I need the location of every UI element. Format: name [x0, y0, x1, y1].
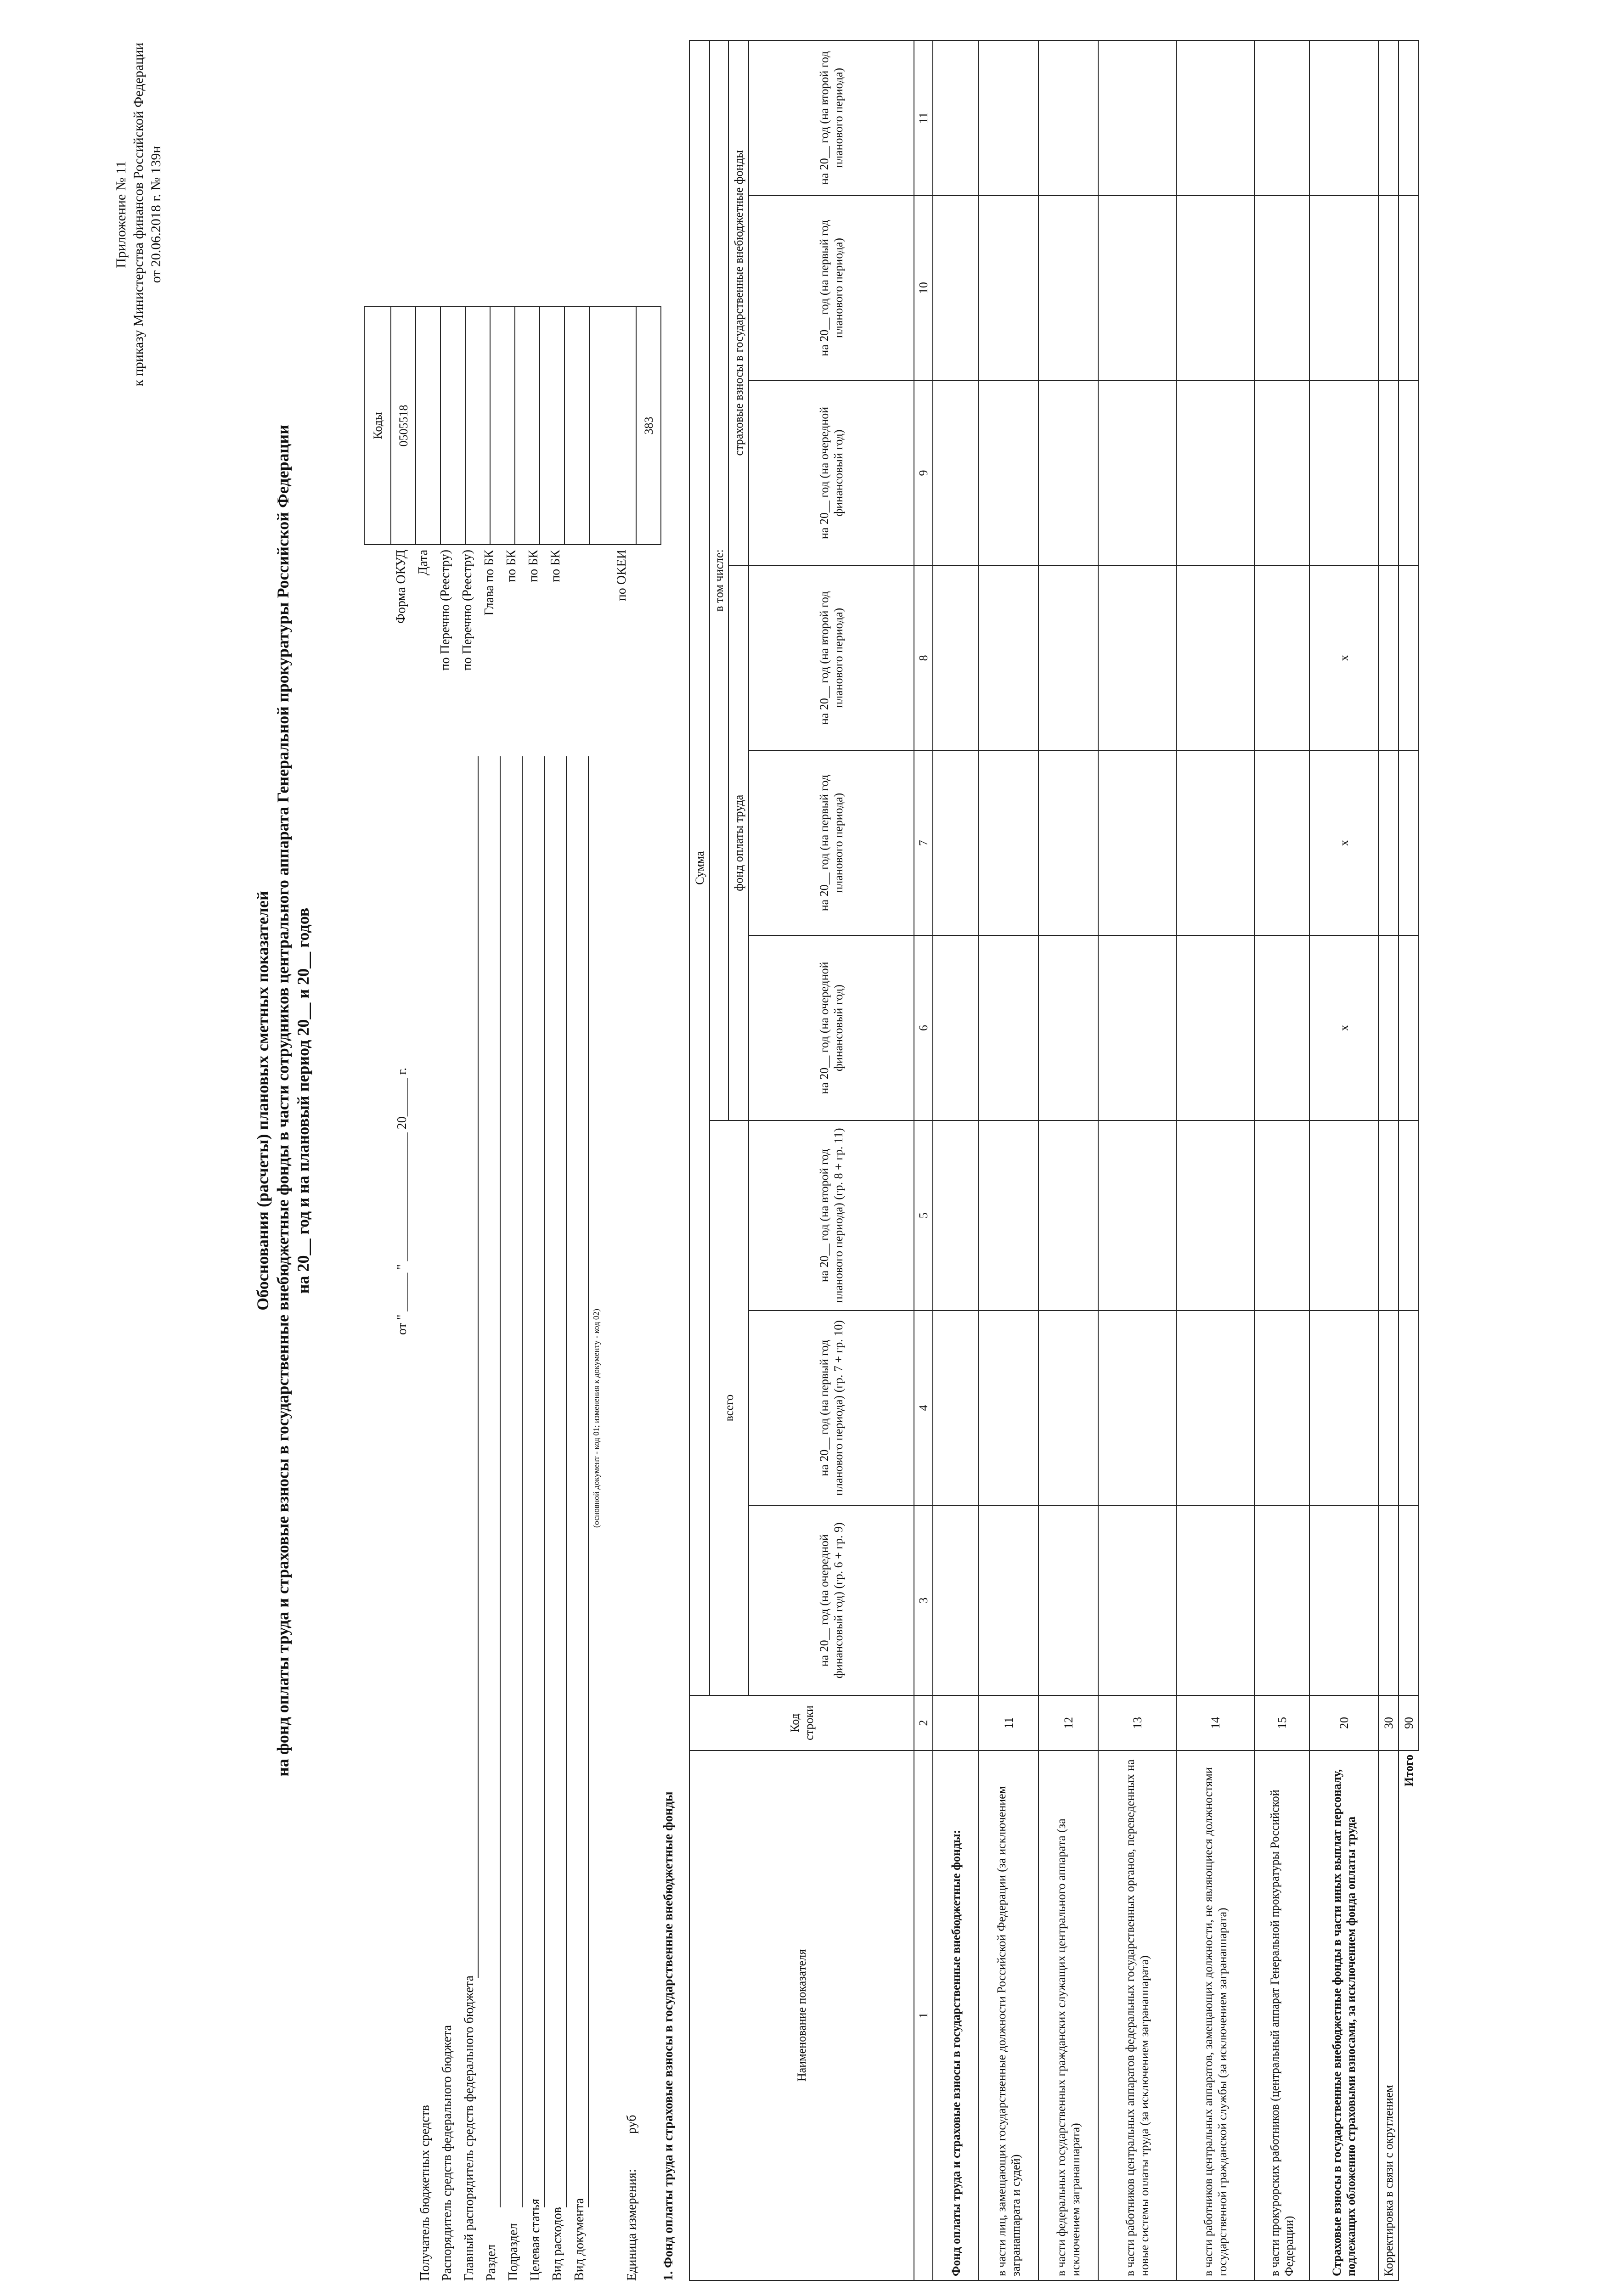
cell	[1038, 1505, 1098, 1695]
section-label: Раздел	[484, 2244, 498, 2281]
cell: x	[1309, 565, 1378, 750]
cell	[933, 40, 979, 196]
cell	[1378, 935, 1399, 1120]
total-label: Итого	[1399, 1750, 1419, 2280]
target-line	[544, 756, 545, 2207]
subsection-line	[522, 756, 523, 2207]
cell	[1176, 40, 1254, 196]
colnum-5: 5	[914, 1120, 933, 1311]
cell	[1399, 1311, 1419, 1506]
codes-header: Коды	[364, 307, 391, 545]
colnum-7: 7	[914, 750, 933, 935]
col-incl-header: в том числе:	[710, 40, 728, 1120]
cell	[1399, 750, 1419, 935]
total-code: 90	[1399, 1695, 1419, 1750]
col-sum-header: Сумма	[689, 40, 710, 1695]
cell	[979, 1505, 1038, 1695]
appendix-header	[113, 26, 165, 403]
cell	[1378, 196, 1399, 381]
row-name: в части прокурорских работников (центральный аппарат Генеральной прокуратуры Российской Федерации)	[1254, 1750, 1309, 2280]
date-label: Дата	[416, 550, 430, 575]
cell	[979, 381, 1038, 566]
target-label: Целевая статья	[528, 2199, 542, 2281]
col-name-header: Наименование показателя	[689, 1750, 914, 2280]
row-name: в части федеральных государственных гражданских служащих центрального аппарата (за исключением загранаппарата)	[1038, 1750, 1098, 2280]
bk2-value	[540, 307, 564, 545]
cell	[1098, 1311, 1176, 1506]
doc-type-line	[588, 756, 589, 2207]
okei-label: по ОКЕИ	[615, 550, 629, 602]
cell	[1098, 1120, 1176, 1311]
cell	[1098, 381, 1176, 566]
main-table	[689, 40, 1419, 2281]
cell	[1378, 381, 1399, 566]
subsection-label: Подраздел	[506, 2223, 520, 2281]
main-distributor-line	[478, 756, 479, 1978]
colnum-2: 2	[914, 1695, 933, 1750]
cell	[1176, 1120, 1254, 1311]
cell	[1399, 381, 1419, 566]
cell	[1098, 935, 1176, 1120]
colnum-11: 11	[914, 40, 933, 196]
cell	[1176, 935, 1254, 1120]
cell	[1254, 1311, 1309, 1506]
cell	[1399, 1505, 1419, 1695]
colnum-10: 10	[914, 196, 933, 381]
cell	[1378, 565, 1399, 750]
cell	[933, 750, 979, 935]
cell	[1309, 1311, 1378, 1506]
row-name: в части лиц, замещающих государственные должности Российской Федерации (за исключением загранаппарата и судей)	[979, 1750, 1038, 2280]
colnum-6: 6	[914, 935, 933, 1120]
distributor-label: Распорядитель средств федерального бюджета	[440, 2025, 454, 2281]
date-line: от " ______ " ____________________ 20______ г.	[395, 1067, 409, 1335]
cell	[1038, 935, 1098, 1120]
cell	[933, 565, 979, 750]
bk1-value	[515, 307, 540, 545]
col-code-header: Код строки	[689, 1695, 914, 1750]
cell	[1038, 750, 1098, 935]
col-fot-header: фонд оплаты труда	[728, 565, 749, 1120]
cell	[979, 1120, 1038, 1311]
row-name: Корректировка в связи с округлением	[1378, 1750, 1399, 2280]
cell	[1254, 40, 1309, 196]
title-line3: на 20__ год и на плановый период 20__ и 20__ годов	[294, 907, 312, 1294]
unit-value: руб	[625, 2115, 639, 2134]
okud-label: Форма ОКУД	[394, 550, 408, 624]
colnum-8: 8	[914, 565, 933, 750]
main-distributor-label: Главный распорядитель средств федерального бюджета	[462, 1975, 476, 2281]
cell	[1399, 40, 1419, 196]
h-ins-3: на 20__ год (на второй год планового периода)	[749, 40, 914, 196]
colnum-3: 3	[914, 1505, 933, 1695]
cell	[1378, 40, 1399, 196]
cell	[979, 40, 1038, 196]
cell	[1309, 40, 1378, 196]
cell	[1378, 1505, 1399, 1695]
cell	[933, 196, 979, 381]
list1-value	[440, 307, 465, 545]
okei-value: 383	[636, 307, 661, 545]
cell	[1254, 1505, 1309, 1695]
cell	[1176, 565, 1254, 750]
row-name: Фонд оплаты труда и страховые взносы в государственные внебюджетные фонды:	[933, 1750, 979, 2280]
cell	[933, 1311, 979, 1506]
cell	[1098, 40, 1176, 196]
colnum-1: 1	[914, 1750, 933, 2280]
cell	[1038, 1120, 1098, 1311]
h-ins-2: на 20__ год (на первый год планового периода)	[749, 196, 914, 381]
date-value	[416, 307, 440, 545]
cell	[1309, 1505, 1378, 1695]
okud-value: 0505518	[391, 307, 416, 545]
cell	[1254, 381, 1309, 566]
appendix-number: Приложение № 11	[113, 161, 129, 268]
row-name: в части работников центральных аппаратов, замещающих должности, не являющиеся должностями государственной гражданской службы (за исключением загранаппарата)	[1176, 1750, 1254, 2280]
row-code: 30	[1378, 1695, 1399, 1750]
table-row	[1176, 40, 1254, 2280]
expense-type-label: Вид расходов	[550, 2207, 564, 2281]
cell	[1098, 565, 1176, 750]
cell	[1399, 1120, 1419, 1311]
h-total-1: на 20__ год (на очередной финансовый год) (гр. 6 + гр. 9)	[749, 1505, 914, 1695]
row-code: 20	[1309, 1695, 1378, 1750]
cell	[1309, 1120, 1378, 1311]
empty-code-1	[589, 307, 636, 545]
cell	[1176, 196, 1254, 381]
table-row	[1254, 40, 1309, 2280]
cell	[1098, 750, 1176, 935]
cell	[1309, 196, 1378, 381]
row-name: Страховые взносы в государственные внебюджетные фонды в части иных выплат персоналу, подлежащих обложению страховыми взносами, за исключением фонда оплаты труда	[1309, 1750, 1378, 2280]
cell	[933, 381, 979, 566]
row-code	[933, 1695, 979, 1750]
cell	[933, 1505, 979, 1695]
cell	[1399, 196, 1419, 381]
cell	[1038, 381, 1098, 566]
doc-type-label: Вид документа	[572, 2198, 587, 2281]
row-code: 14	[1176, 1695, 1254, 1750]
doc-type-note: (основной документ - код 01; изменения к документу - код 02)	[592, 1309, 601, 1528]
cell	[1176, 1311, 1254, 1506]
cell: x	[1309, 750, 1378, 935]
row-code: 15	[1254, 1695, 1309, 1750]
colnum-9: 9	[914, 381, 933, 566]
appendix-order: к приказу Министерства финансов Российской Федерации	[131, 42, 146, 387]
codes-table	[364, 306, 661, 545]
h-total-3: на 20__ год (на второй год планового периода) (гр. 8 + гр. 11)	[749, 1120, 914, 1311]
appendix-date: от 20.06.2018 г. № 139н	[148, 146, 164, 283]
recipient-label: Получатель бюджетных средств	[418, 2105, 432, 2281]
expense-type-line	[566, 756, 567, 2207]
cell	[1038, 40, 1098, 196]
bk3-label: по БК	[548, 550, 563, 582]
cell	[1176, 1505, 1254, 1695]
cell	[979, 1311, 1038, 1506]
cell: x	[1309, 935, 1378, 1120]
col-ins-header: страховые взносы в государственные внебюджетные фонды	[728, 40, 749, 565]
cell	[1254, 935, 1309, 1120]
section-line	[500, 756, 501, 2207]
row-name: в части работников центральных аппаратов федеральных государственных органов, переведенных на новые системы оплаты труда (за исключением загранаппарата)	[1098, 1750, 1176, 2280]
list2-label: по Перечню (Реестру)	[460, 550, 474, 671]
cell	[1378, 1311, 1399, 1506]
cell	[979, 935, 1038, 1120]
cell	[1378, 1120, 1399, 1311]
cell	[1038, 565, 1098, 750]
codes-labels	[390, 550, 633, 738]
list1-label: по Перечню (Реестру)	[438, 550, 452, 671]
cell	[1254, 196, 1309, 381]
glava-value	[490, 307, 515, 545]
col-total-header: всего	[710, 1120, 749, 1695]
cell	[1309, 381, 1378, 566]
table-row	[1098, 40, 1176, 2280]
cell	[1098, 1505, 1176, 1695]
h-total-2: на 20__ год (на первый год планового периода) (гр. 7 + гр. 10)	[749, 1311, 914, 1506]
table-row	[1378, 40, 1399, 2280]
row-code: 11	[979, 1695, 1038, 1750]
cell	[933, 935, 979, 1120]
bk2-label: по БК	[526, 550, 541, 582]
title-line2: на фонд оплаты труда и страховые взносы в государственные внебюджетные фонды в части сотрудников центрального аппарата Генеральной прокуратуры Российской Федерации	[274, 425, 292, 1777]
colnum-4: 4	[914, 1311, 933, 1506]
total-row	[1399, 40, 1419, 2280]
title-line1: Обоснования (расчеты) плановых сметных показателей	[254, 891, 272, 1311]
cell	[1254, 750, 1309, 935]
h-fot-2: на 20__ год (на первый год планового периода)	[749, 750, 914, 935]
bk3-value	[564, 307, 589, 545]
cell	[1098, 196, 1176, 381]
row-code: 12	[1038, 1695, 1098, 1750]
table-row	[979, 40, 1038, 2280]
cell	[1176, 381, 1254, 566]
cell	[1038, 1311, 1098, 1506]
cell	[979, 750, 1038, 935]
cell	[979, 565, 1038, 750]
table-row	[933, 40, 979, 2280]
h-ins-1: на 20__ год (на очередной финансовый год)	[749, 381, 914, 566]
glava-label: Глава по БК	[482, 550, 496, 616]
cell	[1038, 196, 1098, 381]
cell	[979, 196, 1038, 381]
list2-value	[465, 307, 490, 545]
cell	[1399, 935, 1419, 1120]
section-title: 1. Фонд оплаты труда и страховые взносы в государственные внебюджетные фонды	[661, 1791, 676, 2281]
cell	[1176, 750, 1254, 935]
cell	[1254, 565, 1309, 750]
h-fot-1: на 20__ год (на очередной финансовый год)	[749, 935, 914, 1120]
cell	[933, 1120, 979, 1311]
cell	[1254, 1120, 1309, 1311]
row-code: 13	[1098, 1695, 1176, 1750]
bk1-label: по БК	[504, 550, 519, 582]
cell	[1378, 750, 1399, 935]
form-title	[253, 251, 313, 1950]
cell	[1399, 565, 1419, 750]
table-row	[1309, 40, 1378, 2280]
h-fot-3: на 20__ год (на второй год планового периода)	[749, 565, 914, 750]
unit-label: Единица измерения:	[625, 2169, 639, 2281]
table-row	[1038, 40, 1098, 2280]
